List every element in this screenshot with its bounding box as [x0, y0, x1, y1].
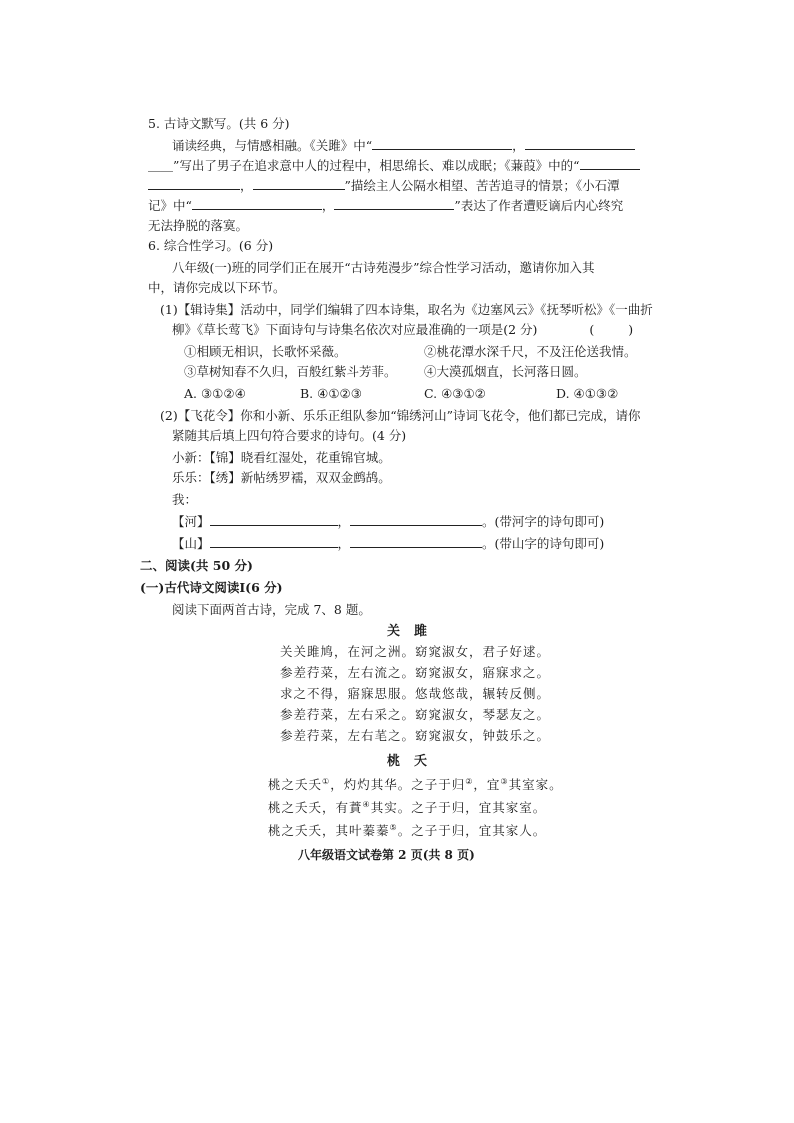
q5-line3-text: ”描绘主人公隔水相望、苦苦追寻的情景；《小石潭 [344, 178, 620, 193]
poem2-line [268, 773, 563, 794]
footnote-marker: ⑤ [389, 823, 398, 832]
option-a[interactable]: A. ③①②④ [184, 386, 246, 401]
he-label: 【河】 [172, 514, 210, 529]
xiaoxin-verse: 小新：【锦】晓看红湿处，花重锦官城。 [172, 450, 391, 465]
answer-blank[interactable] [580, 156, 640, 170]
comma: ， [321, 198, 335, 213]
q5-line2-text: ”写出了男子在追求意中人的过程中，相思绵长、难以成眠；《蒹葭》中的“ [173, 158, 580, 173]
answer-blank[interactable] [334, 196, 454, 210]
shan-note: 。(带山字的诗句即可) [482, 536, 605, 551]
q6-part1-line1: (1)【辑诗集】活动中，同学们编辑了四本诗集，取名为《边塞风云》《抚琴听松》《一曲折 [160, 302, 653, 317]
answer-blank[interactable] [525, 136, 635, 150]
option-b[interactable]: B. ④①②③ [300, 386, 362, 401]
q5-line4-start: 记》中“ [148, 198, 192, 213]
poem1-line: 关关雎鸠，在河之洲。窈窕淑女，君子好逑。 [280, 644, 551, 659]
q6-intro2: 中，请你完成以下环节。 [148, 280, 286, 295]
q5-line3 [148, 176, 620, 195]
answer-blank[interactable] [210, 512, 338, 526]
page-footer: 八年级语文试卷第 2 页(共 8 页) [298, 848, 475, 862]
footnote-marker: ④ [362, 800, 371, 809]
poem2-text: 。之子于归，宜其家人。 [397, 823, 547, 839]
poem2-title: 桃夭 [386, 754, 441, 769]
poem1-line: 参差荇菜，左右芼之。窈窕淑女，钟鼓乐之。 [280, 728, 551, 743]
poem1-line: 参差荇菜，左右采之。窈窕淑女，琴瑟友之。 [280, 707, 551, 722]
q6-part1-line2-text: 柳》《草长莺飞》下面诗句与诗集名依次对应最准确的一项是(2 分) [172, 322, 538, 337]
answer-blank[interactable] [350, 512, 482, 526]
q6-intro1: 八年级(一)班的同学们正在展开“古诗苑漫步”综合性学习活动，邀请你加入其 [172, 260, 595, 275]
poem2-text: 其室家。 [508, 777, 563, 793]
shan-label: 【山】 [172, 536, 210, 551]
answer-blank[interactable] [148, 176, 240, 190]
q6-item1: ①相顾无相识，长歌怀采薇。 [184, 344, 347, 359]
poem2-text: 其实。之子于归，宜其家室。 [370, 800, 547, 816]
q5-line1 [172, 136, 635, 155]
he-note: 。(带河字的诗句即可) [482, 514, 605, 529]
answer-paren-open: ( [589, 322, 595, 337]
shan-row [172, 534, 604, 553]
me-label: 我： [172, 492, 198, 507]
answer-blank[interactable] [372, 136, 512, 150]
poem2-text: ，灼灼其华。之子于归 [330, 777, 466, 793]
poem2-text: ，宜 [473, 777, 501, 793]
he-row [172, 512, 604, 531]
comma: ， [240, 178, 253, 193]
poem1-title: 关雎 [386, 624, 441, 639]
footnote-marker: ③ [500, 777, 509, 786]
answer-blank[interactable] [253, 176, 345, 190]
option-d[interactable]: D. ④①③② [556, 386, 619, 401]
q5-line4-text: ”表达了作者遭贬谪后内心终究 [454, 198, 624, 213]
q6-part2-line2: 紧随其后填上四句符合要求的诗句。(4 分) [172, 428, 407, 443]
q5-line4 [148, 196, 623, 215]
comma: ， [512, 138, 525, 153]
section2-subheading: (一)古代诗文阅读Ⅰ(6 分) [140, 580, 283, 595]
poem2-text: 桃之夭夭，其叶蓁蓁 [268, 823, 390, 839]
blank-tail: ＿＿ [148, 158, 174, 173]
footnote-marker: ① [322, 777, 331, 786]
reading-instruction: 阅读下面两首古诗，完成 7、8 题。 [172, 602, 371, 617]
answer-blank[interactable] [350, 534, 482, 548]
q5-line2 [148, 156, 640, 175]
poem2-line [268, 819, 546, 840]
section2-heading: 二、阅读(共 50 分) [140, 558, 253, 573]
q5-heading: 5. 古诗文默写。(共 6 分) [148, 116, 290, 131]
q6-item2: ②桃花潭水深千尺，不及汪伦送我情。 [424, 344, 637, 359]
q5-line1-text: 诵读经典，与情感相融。《关雎》中“ [172, 138, 373, 153]
poem1-line: 求之不得，寤寐思服。悠哉悠哉，辗转反侧。 [280, 686, 551, 701]
q6-item3: ③草树知春不久归，百般红紫斗芳菲。 [184, 364, 397, 379]
comma: ， [337, 536, 351, 551]
poem2-text: 桃之夭夭，有蕡 [268, 800, 363, 816]
q6-item4: ④大漠孤烟直，长河落日圆。 [424, 364, 587, 379]
q5-line5: 无法挣脱的落寞。 [148, 218, 249, 233]
q6-heading: 6. 综合性学习。(6 分) [148, 238, 274, 253]
option-c[interactable]: C. ④③①② [424, 386, 486, 401]
footnote-marker: ② [465, 777, 474, 786]
comma: ， [337, 514, 351, 529]
answer-blank[interactable] [192, 196, 322, 210]
poem2-text: 桃之夭夭 [268, 777, 323, 793]
answer-paren-close: ) [628, 322, 634, 337]
poem1-line: 参差荇菜，左右流之。窈窕淑女，寤寐求之。 [280, 665, 551, 680]
q6-part2-line1: (2)【飞花令】你和小新、乐乐正组队参加“锦绣河山”诗词飞花令，他们都已完成，请你 [160, 408, 641, 423]
poem2-line [268, 796, 546, 817]
lele-verse: 乐乐：【绣】新帖绣罗襦，双双金鹧鸪。 [172, 470, 391, 485]
answer-blank[interactable] [210, 534, 338, 548]
q6-part1-line2 [172, 320, 633, 339]
